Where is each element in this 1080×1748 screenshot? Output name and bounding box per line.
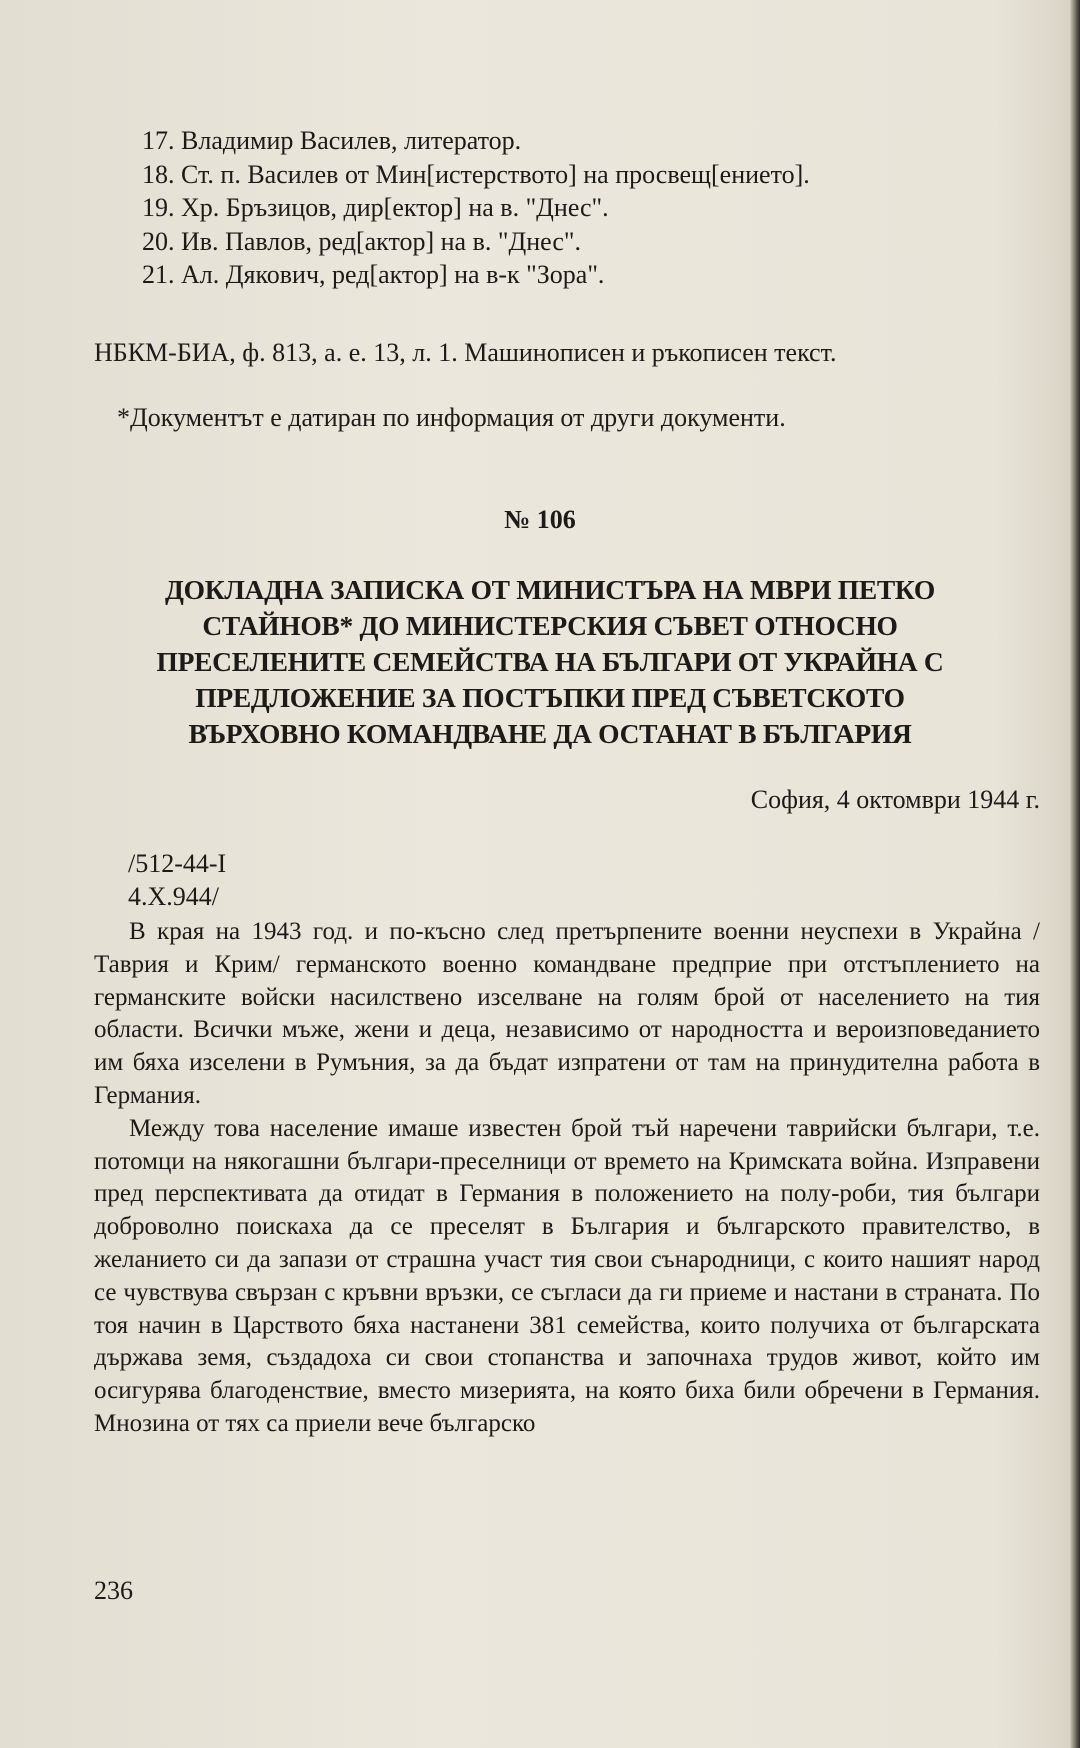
title-line: ПРЕДЛОЖЕНИЕ ЗА ПОСТЪПКИ ПРЕД СЪВЕТСКОТО <box>195 682 905 713</box>
document-number: № 106 <box>504 505 576 534</box>
document-title <box>100 572 1000 752</box>
body-text <box>94 916 1040 1441</box>
footnote: *Документът е датиран по информация от други документи. <box>117 403 786 432</box>
dateline: София, 4 октомври 1944 г. <box>750 785 1040 814</box>
list-item: 19. Хр. Бръзицов, дир[ектор] на в. "Днес". <box>142 193 609 222</box>
ref-line: 4.X.944/ <box>128 882 219 911</box>
paragraph: В края на 1943 год. и по-късно след претърпените военни неуспехи в Украйна /Таврия и Крим/ германското военно командване предприе при отстъплението на германските войски насилствено изселване на голям брой от населението на тия области. Всички мъже, жени и деца, независимо от народността и вероизповеданието им бяха изселени в Румъния, за да бъдат изпратени от там на принудителна работа в Германия. <box>94 918 1040 1109</box>
title-line: СТАЙНОВ* ДО МИНИСТЕРСКИЯ СЪВЕТ ОТНОСНО <box>202 610 898 641</box>
ref-line: /512-44-I <box>128 849 227 878</box>
list-item: 20. Ив. Павлов, ред[актор] на в. "Днес". <box>142 226 581 256</box>
title-line: ПРЕСЕЛЕНИТЕ СЕМЕЙСТВА НА БЪЛГАРИ ОТ УКРАЙНА С <box>156 646 944 677</box>
archive-source: НБКМ-БИА, ф. 813, а. е. 13, л. 1. Машинописен и ръкописен текст. <box>94 338 837 367</box>
page-number: 236 <box>94 1576 133 1605</box>
reference-number <box>128 847 226 913</box>
paragraph: Между това население имаше известен брой тъй наречени таврийски българи, т.е. потомци на някогашни българи-преселници от времето на Кримската война. Изправени пред перспективата да отидат в Германия в положението на полу-роби, тия българи доброволно поискаха да се преселят в България и българското правителство, в желанието си да запази от страшна участ тия свои сънародници, с които нашият народ се чувствува свързан с кръвни връзки, се съгласи да ги приеме и настани в страната. По тоя начин в Царството бяха настанени 381 семейства, които получиха от българската държава земя, създадоха си свои стопанства и започнаха трудов живот, който им осигурява благоденствие, вместо мизерията, на която биха били обречени в Германия. Мнозина от тях са приели вече българско <box>94 1114 1040 1437</box>
name-list <box>142 124 1022 292</box>
list-item: 17. Владимир Василев, литератор. <box>142 126 522 155</box>
page-edge-shadow <box>1070 0 1080 1748</box>
title-line: ВЪРХОВНО КОМАНДВАНЕ ДА ОСТАНАТ В БЪЛГАРИЯ <box>188 718 912 749</box>
list-item: 21. Ал. Дякович, ред[актор] на в-к "Зора". <box>142 260 605 289</box>
list-item: 18. Ст. п. Василев от Мин[истерството] на просвещ[ението]. <box>142 159 810 189</box>
title-line: ДОКЛАДНА ЗАПИСКА ОТ МИНИСТЪРА НА МВРИ ПЕТКО <box>165 574 935 605</box>
